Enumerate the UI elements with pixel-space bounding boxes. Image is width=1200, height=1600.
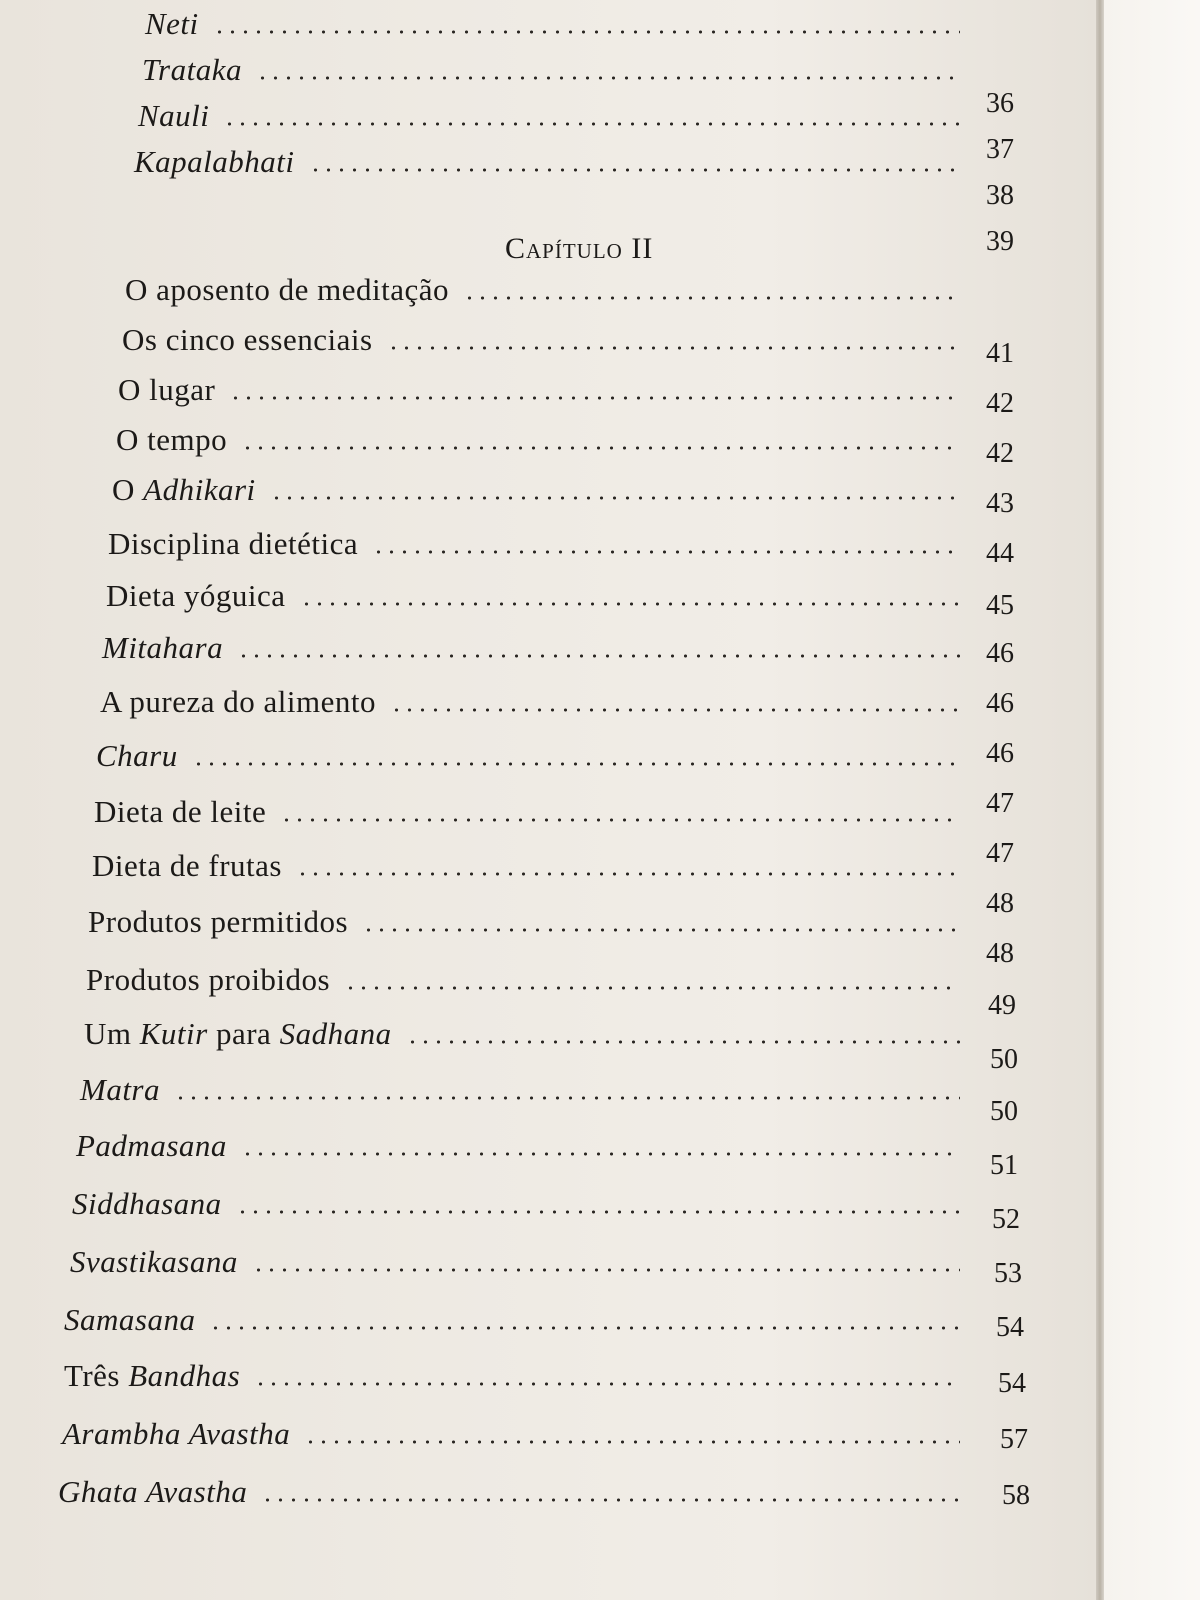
toc-entry-title <box>84 1016 406 1052</box>
toc-entry-title-segment: Três <box>64 1358 129 1393</box>
toc-entry <box>72 1182 960 1222</box>
toc-entry-title-segment: Disciplina dietética <box>108 526 359 561</box>
dot-leader <box>229 396 960 400</box>
dot-leader <box>300 602 960 606</box>
toc-entry-title-segment: Produtos permitidos <box>88 904 349 939</box>
toc-entry <box>92 844 960 884</box>
toc-entry-title <box>102 630 237 666</box>
dot-leader <box>192 762 960 766</box>
toc-entry-title <box>64 1302 209 1338</box>
toc-entry-title <box>86 962 344 998</box>
toc-entry-title-segment: Charu <box>96 738 178 773</box>
toc-entry-title <box>92 848 296 884</box>
toc-entry-title <box>122 322 387 358</box>
toc-page-number: 46 <box>986 688 1014 719</box>
toc-entry-title <box>70 1244 252 1280</box>
toc-entry-title-segment: Arambha Avastha <box>62 1416 291 1451</box>
toc-page-number: 49 <box>988 990 1016 1021</box>
toc-page-number: 50 <box>990 1044 1018 1075</box>
toc-page-number: 50 <box>990 1096 1018 1127</box>
toc-entry-title-segment: Trataka <box>142 52 242 87</box>
toc-entry-title <box>64 1358 254 1394</box>
toc-entry-title <box>94 794 280 830</box>
toc-entry <box>116 418 960 458</box>
toc-entry-title <box>108 526 372 562</box>
toc-page-number: 39 <box>986 226 1014 257</box>
toc-entry <box>86 958 960 998</box>
toc-entry-title <box>62 1416 304 1452</box>
toc-entry-title-segment: O aposento de meditação <box>125 272 449 307</box>
toc-entry-title-segment: Dieta yóguica <box>106 578 286 613</box>
toc-entry-title-segment: Sadhana <box>279 1016 392 1051</box>
toc-entry <box>142 48 960 88</box>
toc-entry-title-segment: Matra <box>80 1072 160 1107</box>
dot-leader <box>236 1210 960 1214</box>
toc-entry <box>64 1354 960 1394</box>
toc-entry-title-segment: Svastikasana <box>70 1244 238 1279</box>
toc-entry-title-segment: Siddhasana <box>72 1186 222 1221</box>
toc-entry <box>118 368 960 408</box>
toc-page-number: 53 <box>994 1258 1022 1289</box>
dot-leader <box>463 296 960 300</box>
toc-entry <box>100 680 960 720</box>
toc-page-number: 52 <box>992 1204 1020 1235</box>
toc-entry-title-segment: Padmasana <box>76 1128 227 1163</box>
dot-leader <box>344 986 960 990</box>
toc-entry <box>96 734 960 774</box>
toc-entry-title <box>106 578 300 614</box>
toc-page-number: 58 <box>1002 1480 1030 1511</box>
toc-entry-title <box>134 144 309 180</box>
toc-page-number: 43 <box>986 488 1014 519</box>
toc-entry-title-segment: Neti <box>145 6 199 41</box>
toc-entry <box>112 468 960 508</box>
toc-entry <box>125 268 960 308</box>
toc-page-number: 46 <box>986 738 1014 769</box>
toc-page-number: 44 <box>986 538 1014 569</box>
toc-entry-title-segment: Os cinco essenciais <box>122 322 373 357</box>
toc-entry-title <box>72 1186 236 1222</box>
toc-entry-title-segment: Um <box>84 1016 140 1051</box>
dot-leader <box>390 708 960 712</box>
toc-entry <box>94 790 960 830</box>
dot-leader <box>261 1498 960 1502</box>
toc-entry-title-segment: Kutir <box>139 1016 208 1051</box>
dot-leader <box>241 446 960 450</box>
dot-leader <box>209 1326 960 1330</box>
toc-page-number: 57 <box>1000 1424 1028 1455</box>
toc-entry-title <box>100 684 390 720</box>
dot-leader <box>213 30 960 34</box>
dot-leader <box>280 818 960 822</box>
toc-entry-title <box>125 272 463 308</box>
toc-entry <box>58 1470 960 1510</box>
toc-entry-title <box>76 1128 241 1164</box>
dot-leader <box>362 928 960 932</box>
toc-page-number: 54 <box>998 1368 1026 1399</box>
toc-entry-title-segment: Ghata Avastha <box>58 1474 248 1509</box>
toc-entry-title-segment: O <box>112 472 144 507</box>
toc-entry <box>106 574 960 614</box>
dot-leader <box>387 346 960 350</box>
toc-page-number: 48 <box>986 888 1014 919</box>
dot-leader <box>406 1040 960 1044</box>
adjacent-page-edge <box>1104 0 1200 1600</box>
dot-leader <box>223 122 960 126</box>
toc-entry-title-segment: A pureza do alimento <box>100 684 376 719</box>
toc-page-number: 37 <box>986 134 1014 165</box>
toc-page-number: 54 <box>996 1312 1024 1343</box>
toc-entry <box>80 1068 960 1108</box>
dot-leader <box>174 1096 960 1100</box>
toc-entry-title <box>118 372 229 408</box>
toc-page-number: 47 <box>986 838 1014 869</box>
toc-page-number: 48 <box>986 938 1014 969</box>
toc-entry-title-segment: Produtos proibidos <box>86 962 331 997</box>
toc-entry-title <box>58 1474 261 1510</box>
toc-entry-title-segment: Bandhas <box>128 1358 241 1393</box>
toc-page-number: 46 <box>986 638 1014 669</box>
dot-leader <box>241 1152 960 1156</box>
toc-entry <box>84 1012 960 1052</box>
toc-entry <box>76 1124 960 1164</box>
toc-entry-title-segment: Mitahara <box>102 630 224 665</box>
toc-entry-title <box>116 422 241 458</box>
toc-entry-title <box>112 472 270 508</box>
toc-entry <box>108 522 960 562</box>
toc-page-number: 47 <box>986 788 1014 819</box>
toc-entry-title-segment: O lugar <box>118 372 216 407</box>
toc-entry <box>102 626 960 666</box>
dot-leader <box>256 76 960 80</box>
toc-entry-title-segment: O tempo <box>116 422 228 457</box>
toc-entry-title-segment: Kapalabhati <box>134 144 295 179</box>
toc-page-number: 42 <box>986 438 1014 469</box>
toc-entry-title <box>142 52 256 88</box>
toc-entry-title-segment: Samasana <box>64 1302 196 1337</box>
dot-leader <box>304 1440 960 1444</box>
toc-entry <box>64 1298 960 1338</box>
dot-leader <box>252 1268 960 1272</box>
toc-entry <box>70 1240 960 1280</box>
toc-page-number: 42 <box>986 388 1014 419</box>
toc-page-number: 51 <box>990 1150 1018 1181</box>
toc-page-number: 36 <box>986 88 1014 119</box>
toc-entry <box>122 318 960 358</box>
toc-entry <box>88 900 960 940</box>
toc-entry <box>145 2 960 42</box>
dot-leader <box>254 1382 960 1386</box>
toc-entry-title <box>88 904 362 940</box>
toc-entry-title-segment: Nauli <box>138 98 210 133</box>
toc-page-number: 41 <box>986 338 1014 369</box>
toc-entry-title <box>138 98 223 134</box>
toc-entry-title <box>80 1072 174 1108</box>
dot-leader <box>237 654 960 658</box>
toc-entry-title-segment: Dieta de leite <box>94 794 267 829</box>
toc-entry-title <box>145 6 213 42</box>
toc-entry-title-segment: Dieta de frutas <box>92 848 282 883</box>
chapter-heading: Capítulo II <box>505 232 654 265</box>
dot-leader <box>270 496 960 500</box>
dot-leader <box>372 550 960 554</box>
toc-entry-title <box>96 738 192 774</box>
dot-leader <box>309 168 960 172</box>
toc-entry <box>62 1412 960 1452</box>
toc-page-number: 45 <box>986 590 1014 621</box>
book-gutter <box>1096 0 1104 1600</box>
dot-leader <box>296 872 960 876</box>
toc-entry-title-segment: para <box>207 1016 280 1051</box>
toc-entry-title-segment: Adhikari <box>143 472 256 507</box>
toc-page-number: 38 <box>986 180 1014 211</box>
toc-entry <box>134 140 960 180</box>
toc-entry <box>138 94 960 134</box>
